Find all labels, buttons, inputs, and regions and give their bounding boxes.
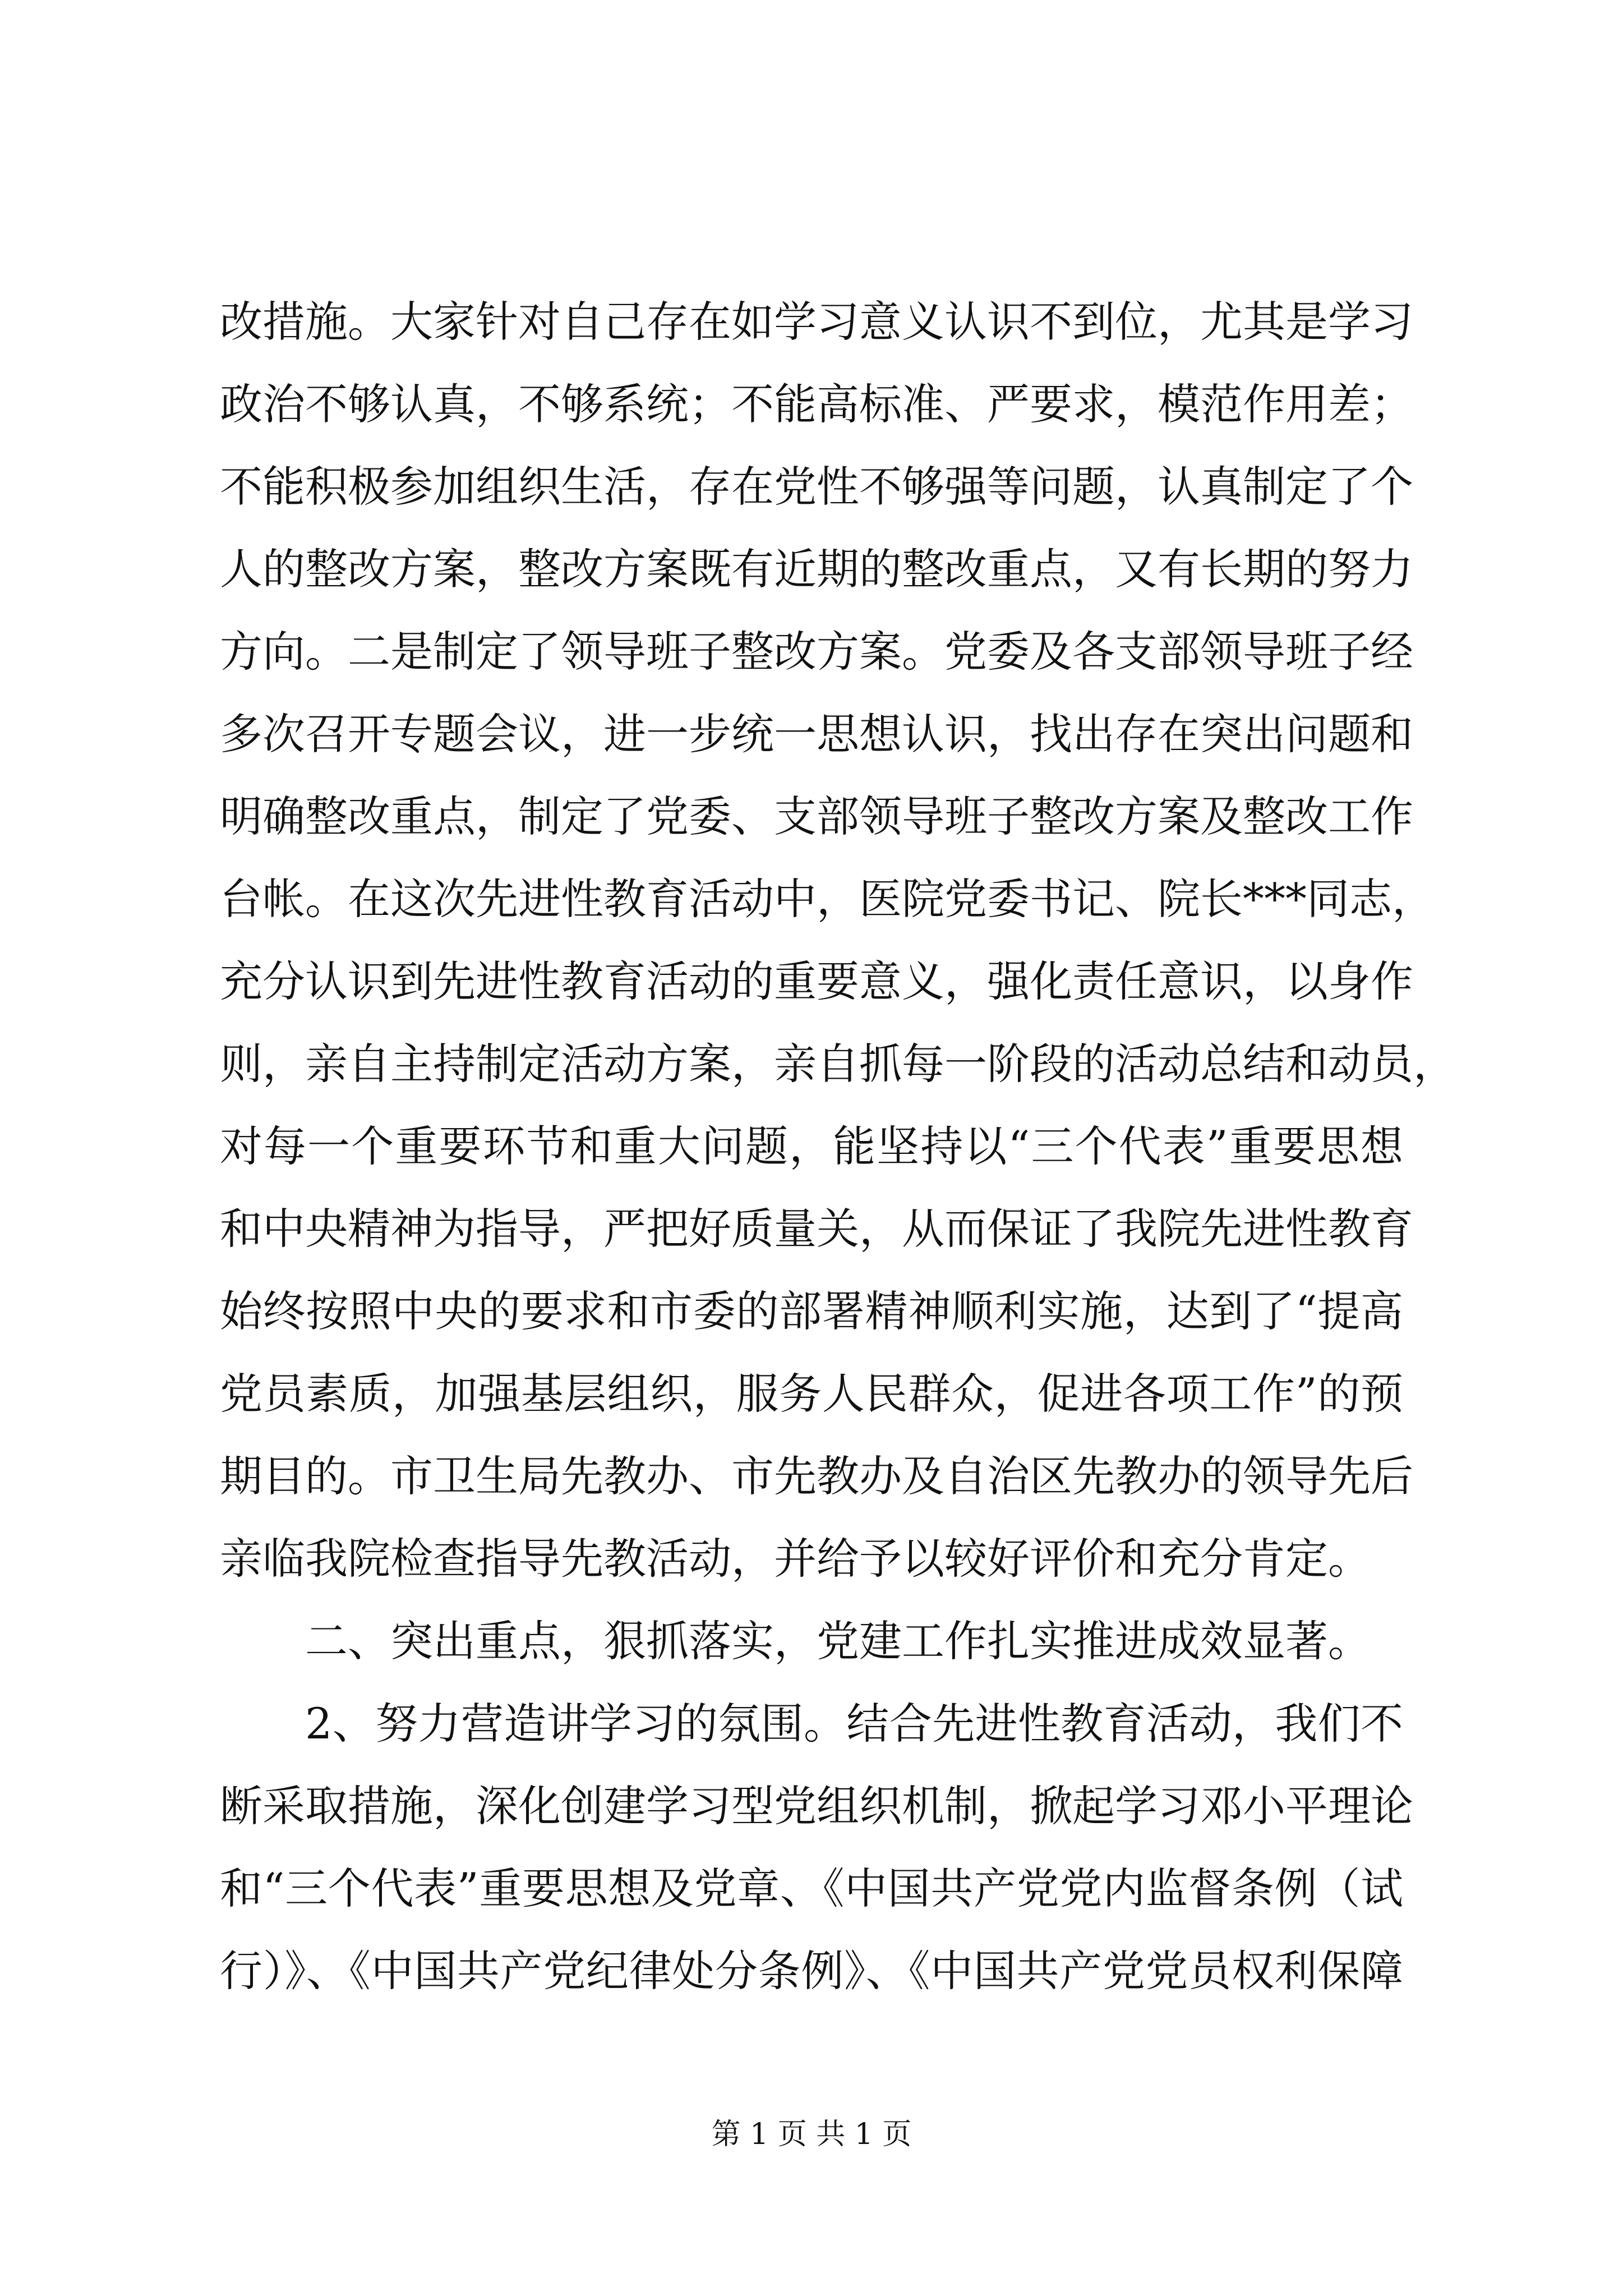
text-line: 人的整改方案，整改方案既有近期的整改重点，又有长期的努力: [220, 544, 1413, 594]
text-line: 期目的。市卫生局先教办、市先教办及自治区先教办的领导先后: [220, 1451, 1413, 1501]
text-line: 和“三个代表”重要思想及党章、《中国共产党党内监督条例（试: [220, 1864, 1403, 1913]
text-line: 台帐。在这次先进性教育活动中，医院党委书记、院长***同志，: [220, 874, 1435, 924]
text-line: 和中央精神为指导，严把好质量关，从而保证了我院先进性教育: [220, 1204, 1413, 1254]
text-line: 充分认识到先进性教育活动的重要意义，强化责任意识，以身作: [220, 956, 1413, 1006]
text-line: 多次召开专题会议，进一步统一思想认识，找出存在突出问题和: [220, 709, 1413, 759]
text-line: 亲临我院检查指导先教活动，并给予以较好评价和充分肯定。: [220, 1534, 1371, 1584]
text-line: 2、努力营造讲学习的氛围。结合先进性教育活动，我们不: [305, 1699, 1403, 1749]
text-line: 改措施。大家针对自己存在如学习意义认识不到位，尤其是学习: [220, 297, 1413, 347]
text-line: 不能积极参加组织生活，存在党性不够强等问题，认真制定了个: [220, 462, 1413, 512]
text-line: 对每一个重要环节和重大问题，能坚持以“三个代表”重要思想: [220, 1121, 1403, 1171]
page-footer: 第 1 页 共 1 页: [711, 2118, 912, 2151]
text-line: 党员素质，加强基层组织，服务人民群众，促进各项工作”的预: [220, 1369, 1403, 1419]
text-line: 则，亲自主持制定活动方案，亲自抓每一阶段的活动总结和动员，: [220, 1039, 1456, 1089]
document-body: [220, 280, 1456, 2012]
text-line: 方向。二是制定了领导班子整改方案。党委及各支部领导班子经: [220, 627, 1413, 677]
text-line: 明确整改重点，制定了党委、支部领导班子整改方案及整改工作: [220, 792, 1413, 841]
text-line: 政治不够认真，不够系统；不能高标准、严要求，模范作用差；: [220, 379, 1413, 429]
section-heading: 二、突出重点，狠抓落实，党建工作扎实推进成效显著。: [305, 1616, 1371, 1666]
text-line: 始终按照中央的要求和市委的部署精神顺利实施，达到了“提高: [220, 1286, 1403, 1336]
text-line: 断采取措施，深化创建学习型党组织机制，掀起学习邓小平理论: [220, 1781, 1413, 1831]
text-line: 行）》、《中国共产党纪律处分条例》、《中国共产党党员权利保障: [220, 1946, 1403, 1996]
